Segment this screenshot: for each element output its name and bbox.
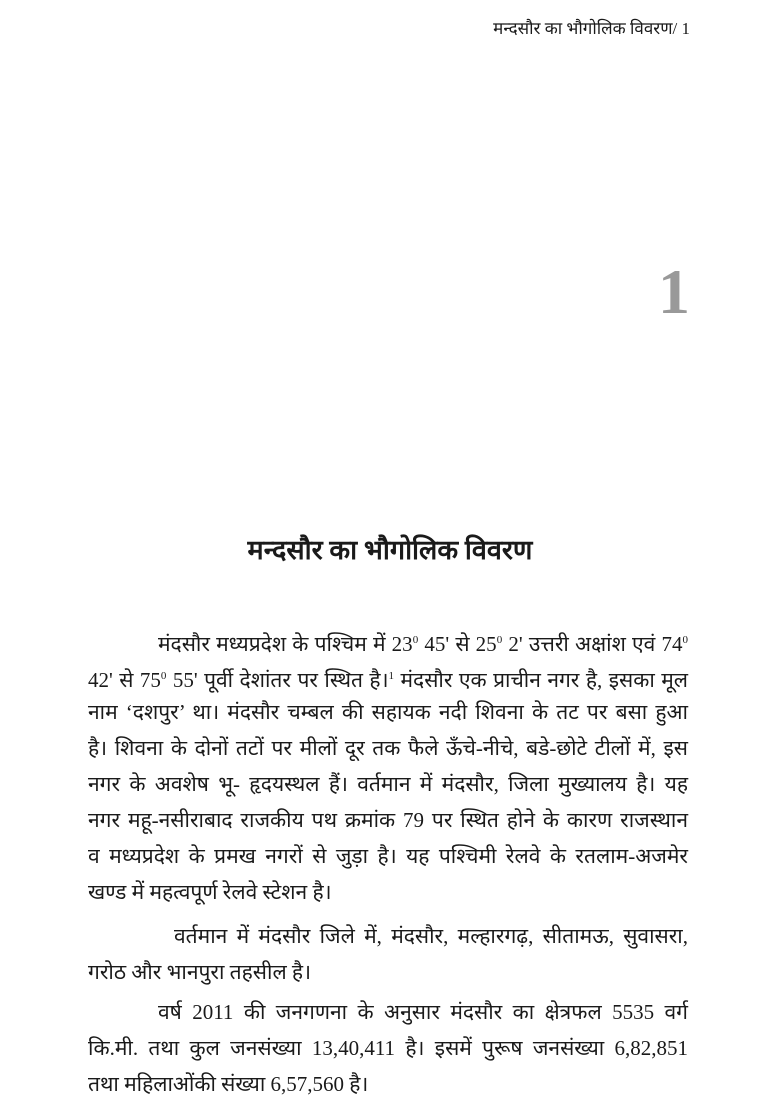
text: मंदसौर एक प्राचीन नगर है, इसका मूल: [394, 668, 689, 692]
text: मंदसौर मध्यप्रदेश के पश्चिम में 23: [158, 632, 413, 656]
degree-mark: 0: [412, 634, 419, 646]
text-line: कि.मी. तथा कुल जनसंख्या 13,40,411 है। इसमें पुरूष जनसंख्या 6,82,851: [88, 1036, 688, 1060]
text-line: है। शिवना के दोनों तटों पर मीलों दूर तक फैले ऊँचे-नीचे, बडे-छोटे टीलों में, इस: [88, 736, 688, 760]
text-line: गरोठ और भानपुरा तहसील है।: [88, 960, 312, 984]
text-line: नगर के अवशेष भू- हृदयस्थल हैं। वर्तमान में मंदसौर, जिला मुख्यालय है। यह: [88, 772, 688, 796]
footnote-ref[interactable]: 1: [388, 670, 395, 682]
text-line: [88, 662, 688, 694]
text: 42' से 75: [88, 668, 161, 692]
text-line: वर्तमान में मंदसौर जिले में, मंदसौर, मल्हारगढ़, सीतामऊ, सुवासरा,: [174, 924, 688, 948]
text-line: वर्ष 2011 की जनगणना के अनुसार मंदसौर का क्षेत्रफल 5535 वर्ग: [158, 1000, 688, 1024]
text-line: व मध्यप्रदेश के प्रमख नगरों से जुड़ा है। यह पश्चिमी रेलवे के रतलाम-अजमेर: [88, 844, 688, 868]
text: 2' उत्तरी अक्षांश एवं 74: [502, 632, 683, 656]
text-line: तथा महिलाओंकी संख्या 6,57,560 है।: [88, 1072, 369, 1096]
text: 55' पूर्वी देशांतर पर स्थित है।: [166, 668, 389, 692]
degree-mark: 0: [160, 670, 167, 682]
text: 45' से 25: [418, 632, 497, 656]
degree-mark: 0: [496, 634, 503, 646]
text-line: [88, 626, 688, 658]
text-line: खण्ड में महत्वपूर्ण रेलवे स्टेशन है।: [88, 880, 332, 904]
text-line: नाम ‘दशपुर’ था। मंदसौर चम्बल की सहायक नदी शिवना के तट पर बसा हुआ: [88, 700, 688, 724]
chapter-number: 1: [658, 256, 690, 327]
degree-mark: 0: [682, 634, 688, 646]
running-head: मन्दसौर का भौगोलिक विवरण/ 1: [493, 19, 690, 38]
text-line: नगर महू-नसीराबाद राजकीय पथ क्रमांक 79 पर स्थित होने के कारण राजस्थान: [88, 808, 688, 832]
chapter-title: मन्दसौर का भौगोलिक विवरण: [247, 535, 533, 565]
